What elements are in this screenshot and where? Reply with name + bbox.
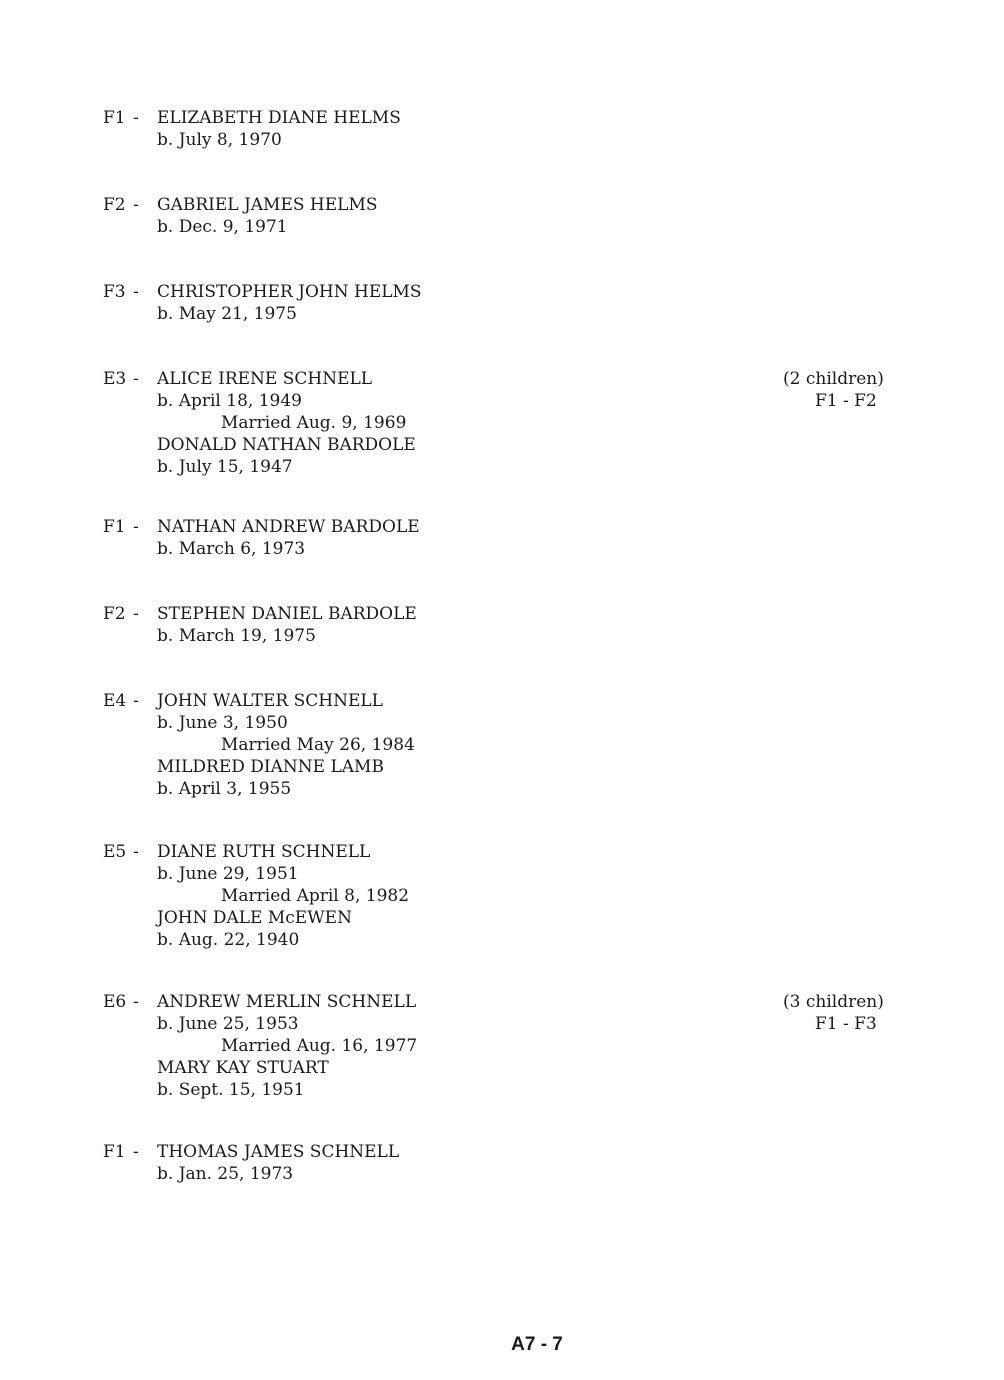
generation-code: F1 (103, 517, 126, 537)
children-range: F1 - F2 (815, 391, 877, 411)
separator: - (133, 604, 139, 624)
separator: - (133, 195, 139, 215)
children-count: (2 children) (783, 369, 884, 389)
entry-header (103, 281, 803, 303)
genealogy-entry (103, 1141, 803, 1185)
person-name: ALICE IRENE SCHNELL (157, 369, 373, 389)
birth-date: b. Dec. 9, 1971 (157, 217, 288, 237)
entry-header (103, 603, 803, 625)
generation-code: F2 (103, 604, 126, 624)
entry-header (103, 194, 803, 216)
children-note (783, 991, 933, 1035)
generation-code: F3 (103, 282, 126, 302)
birth-date: b. July 8, 1970 (157, 130, 282, 150)
spouse-name: MARY KAY STUART (157, 1058, 329, 1078)
genealogy-entry (103, 603, 803, 647)
birth-date: b. June 25, 1953 (157, 1014, 299, 1034)
separator: - (133, 108, 139, 128)
genealogy-entry (103, 841, 803, 951)
entry-header (103, 1141, 803, 1163)
spouse-birth-date: b. April 3, 1955 (157, 779, 292, 799)
birth-date: b. March 6, 1973 (157, 539, 306, 559)
spouse-birth-date: b. Sept. 15, 1951 (157, 1080, 305, 1100)
spouse-birth-date: b. July 15, 1947 (157, 457, 293, 477)
separator: - (133, 992, 139, 1012)
spouse-birth-date: b. Aug. 22, 1940 (157, 930, 300, 950)
person-name: NATHAN ANDREW BARDOLE (157, 517, 420, 537)
generation-code: E3 (103, 369, 127, 389)
entry-header (103, 368, 803, 390)
spouse-name: MILDRED DIANNE LAMB (157, 757, 384, 777)
generation-code: E4 (103, 691, 127, 711)
generation-code: F2 (103, 195, 126, 215)
entry-header (103, 841, 803, 863)
person-name: ELIZABETH DIANE HELMS (157, 108, 401, 128)
marriage-date: Married May 26, 1984 (221, 735, 415, 755)
birth-date: b. March 19, 1975 (157, 626, 316, 646)
marriage-date: Married Aug. 16, 1977 (221, 1036, 418, 1056)
children-count: (3 children) (783, 992, 884, 1012)
children-range: F1 - F3 (815, 1014, 877, 1034)
entry-header (103, 107, 803, 129)
spouse-name: DONALD NATHAN BARDOLE (157, 435, 416, 455)
person-name: JOHN WALTER SCHNELL (157, 691, 383, 711)
person-name: DIANE RUTH SCHNELL (157, 842, 371, 862)
genealogy-entry (103, 991, 803, 1101)
genealogy-entry (103, 194, 803, 238)
separator: - (133, 282, 139, 302)
separator: - (133, 369, 139, 389)
entry-header (103, 991, 803, 1013)
person-name: ANDREW MERLIN SCHNELL (157, 992, 417, 1012)
generation-code: F1 (103, 108, 126, 128)
entry-header (103, 516, 803, 538)
birth-date: b. June 29, 1951 (157, 864, 299, 884)
generation-code: F1 (103, 1142, 126, 1162)
separator: - (133, 517, 139, 537)
person-name: THOMAS JAMES SCHNELL (157, 1142, 400, 1162)
birth-date: b. May 21, 1975 (157, 304, 297, 324)
generation-code: E6 (103, 992, 127, 1012)
person-name: GABRIEL JAMES HELMS (157, 195, 378, 215)
marriage-date: Married Aug. 9, 1969 (221, 413, 407, 433)
generation-code: E5 (103, 842, 127, 862)
genealogy-entry (103, 690, 803, 800)
genealogy-entry (103, 281, 803, 325)
entry-header (103, 690, 803, 712)
separator: - (133, 842, 139, 862)
marriage-date: Married April 8, 1982 (221, 886, 410, 906)
page-number: A7 - 7 (511, 1334, 563, 1355)
spouse-name: JOHN DALE McEWEN (157, 908, 352, 928)
genealogy-entry (103, 516, 803, 560)
birth-date: b. April 18, 1949 (157, 391, 302, 411)
genealogy-entry (103, 107, 803, 151)
birth-date: b. June 3, 1950 (157, 713, 288, 733)
person-name: CHRISTOPHER JOHN HELMS (157, 282, 422, 302)
separator: - (133, 1142, 139, 1162)
genealogy-entry (103, 368, 803, 478)
children-note (783, 368, 933, 412)
separator: - (133, 691, 139, 711)
birth-date: b. Jan. 25, 1973 (157, 1164, 294, 1184)
person-name: STEPHEN DANIEL BARDOLE (157, 604, 417, 624)
